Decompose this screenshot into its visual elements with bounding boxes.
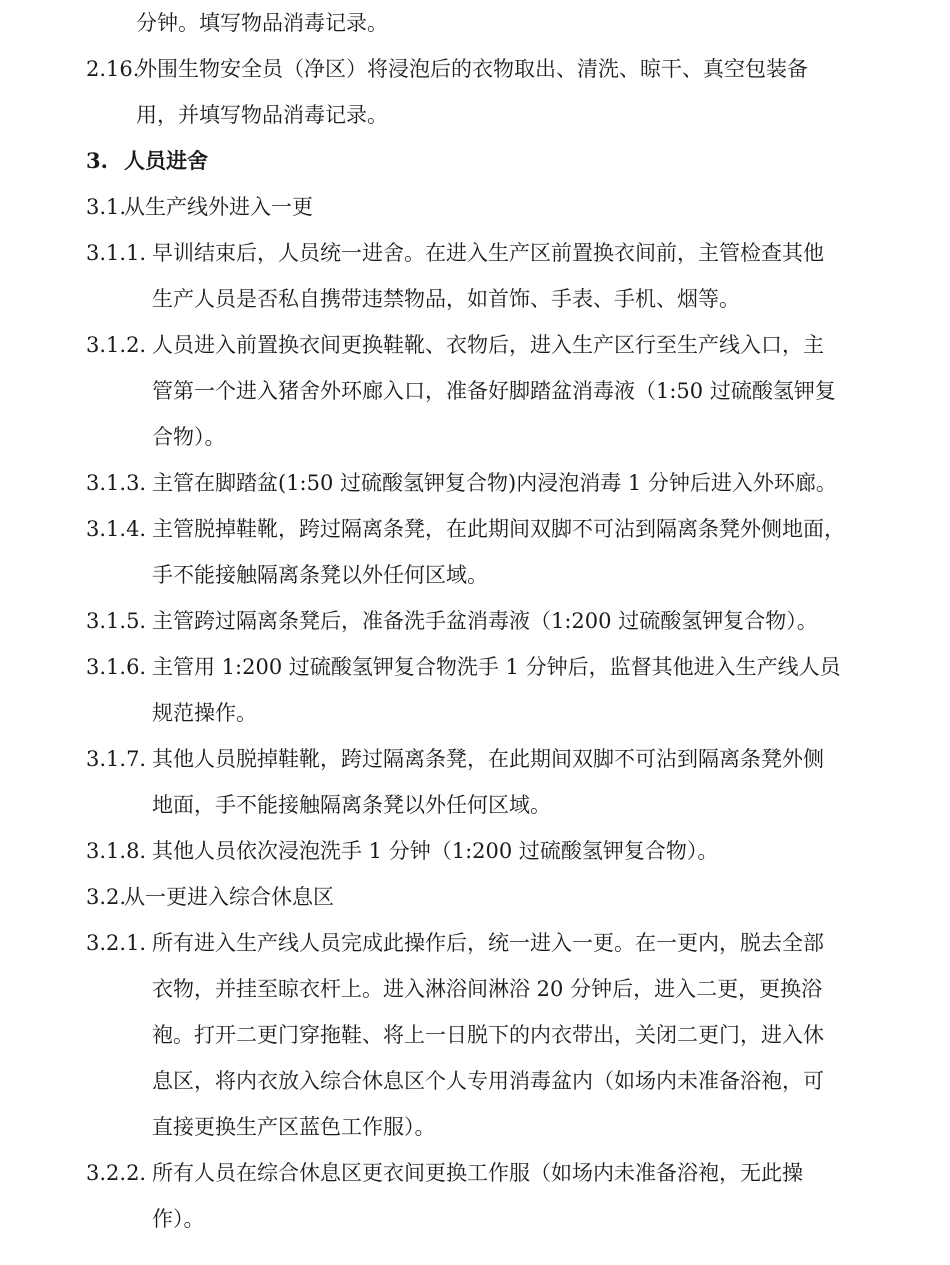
item-number: 3.1.1. [86, 241, 147, 265]
subsection-heading-3-2 [86, 874, 846, 920]
text-line: 从一更进入综合休息区 [124, 885, 334, 909]
subsection-heading-3-1 [86, 184, 846, 230]
list-item-3-2-2 [86, 1150, 846, 1242]
text-line: 主管用 1:200 过硫酸氢钾复合物洗手 1 分钟后，监督其他进入生产线人员 [152, 655, 841, 679]
section-number: 3. [86, 148, 108, 173]
subsection-title [124, 184, 846, 230]
text-line: 地面，手不能接触隔离条凳以外任何区域。 [152, 793, 551, 817]
list-item-3-2-1 [86, 920, 846, 1150]
subsection-number: 3.1. [86, 195, 127, 219]
item-number: 3.1.7. [86, 747, 147, 771]
text-line: 衣物，并挂至晾衣杆上。进入淋浴间淋浴 20 分钟后，进入二更，更换浴 [152, 977, 823, 1001]
continuation-paragraph [86, 0, 846, 46]
text-line: 息区，将内衣放入综合休息区个人专用消毒盆内（如场内未准备浴袍，可 [152, 1069, 824, 1093]
text-line: 袍。打开二更门穿拖鞋、将上一日脱下的内衣带出，关闭二更门，进入休 [152, 1023, 824, 1047]
item-number: 3.1.6. [86, 655, 147, 679]
item-number: 3.2.2. [86, 1161, 147, 1185]
text-line: 直接更换生产区蓝色工作服）。 [152, 1115, 436, 1139]
paragraph-text [136, 0, 846, 46]
paragraph-text [152, 322, 846, 460]
text-line: 生产人员是否私自携带违禁物品，如首饰、手表、手机、烟等。 [152, 287, 740, 311]
text-line: 作）。 [152, 1207, 205, 1231]
paragraph-text [152, 598, 846, 644]
text-line: 主管脱掉鞋靴，跨过隔离条凳，在此期间双脚不可沾到隔离条凳外侧地面， [152, 517, 845, 541]
text-line: 外围生物安全员（净区）将浸泡后的衣物取出、清洗、晾干、真空包装备 [136, 57, 808, 81]
item-number: 3.1.8. [86, 839, 147, 863]
section-heading-3 [86, 138, 846, 184]
text-line: 主管在脚踏盆(1:50 过硫酸氢钾复合物)内浸泡消毒 1 分钟后进入外环廊。 [152, 471, 837, 495]
paragraph-text [152, 828, 846, 874]
paragraph-text [152, 920, 846, 1150]
paragraph-text [152, 506, 846, 598]
section-title [124, 138, 846, 184]
list-item-3-1-3 [86, 460, 846, 506]
list-item-3-1-1 [86, 230, 846, 322]
text-line: 人员进舍 [124, 148, 208, 173]
subsection-number: 3.2. [86, 885, 127, 909]
list-item-3-1-7 [86, 736, 846, 828]
subsection-title [124, 874, 846, 920]
item-number: 3.1.2. [86, 333, 147, 357]
list-item-3-1-5 [86, 598, 846, 644]
item-number: 3.1.4. [86, 517, 147, 541]
text-line: 主管跨过隔离条凳后，准备洗手盆消毒液（1:200 过硫酸氢钾复合物）。 [152, 609, 818, 633]
text-line: 管第一个进入猪舍外环廊入口，准备好脚踏盆消毒液（1:50 过硫酸氢钾复 [152, 379, 836, 403]
text-line: 所有人员在综合休息区更衣间更换工作服（如场内未准备浴袍，无此操 [152, 1161, 803, 1185]
text-line: 早训结束后，人员统一进舍。在进入生产区前置换衣间前，主管检查其他 [152, 241, 824, 265]
list-item-3-1-2 [86, 322, 846, 460]
text-line: 手不能接触隔离条凳以外任何区域。 [152, 563, 488, 587]
text-line: 分钟。填写物品消毒记录。 [136, 11, 388, 35]
list-item-2-16 [86, 46, 846, 138]
list-item-3-1-4 [86, 506, 846, 598]
list-item-3-1-8 [86, 828, 846, 874]
text-line: 合物）。 [152, 425, 226, 449]
paragraph-text [152, 230, 846, 322]
item-number: 3.1.5. [86, 609, 147, 633]
item-number: 3.2.1. [86, 931, 147, 955]
text-line: 其他人员依次浸泡洗手 1 分钟（1:200 过硫酸氢钾复合物）。 [152, 839, 719, 863]
text-line: 规范操作。 [152, 701, 257, 725]
paragraph-text [152, 644, 846, 736]
text-line: 从生产线外进入一更 [124, 195, 313, 219]
text-line: 人员进入前置换衣间更换鞋靴、衣物后，进入生产区行至生产线入口，主 [152, 333, 824, 357]
list-item-3-1-6 [86, 644, 846, 736]
item-number: 3.1.3. [86, 471, 147, 495]
text-line: 其他人员脱掉鞋靴，跨过隔离条凳，在此期间双脚不可沾到隔离条凳外侧 [152, 747, 824, 771]
text-line: 所有进入生产线人员完成此操作后，统一进入一更。在一更内，脱去全部 [152, 931, 824, 955]
paragraph-text [152, 736, 846, 828]
paragraph-text [136, 46, 846, 138]
item-number: 2.16. [86, 57, 140, 81]
paragraph-text [152, 1150, 846, 1242]
text-line: 用，并填写物品消毒记录。 [136, 103, 388, 127]
paragraph-text [152, 460, 846, 506]
